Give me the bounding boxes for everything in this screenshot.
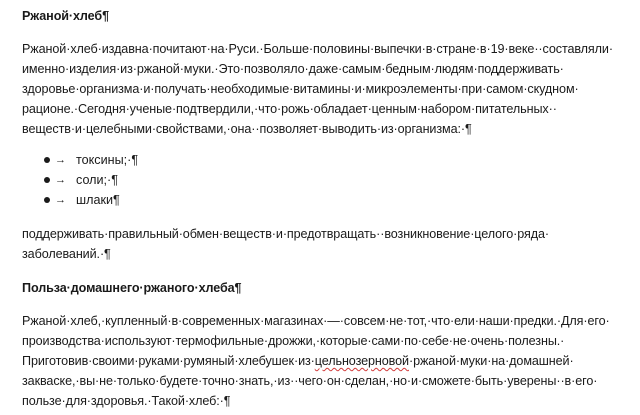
paragraph-line: пользе·для·здоровья.·Такой·хлеб:·¶ [22,394,231,408]
paragraph-line [22,353,574,369]
text-run: Приготовив·своими·руками·румяный·хлебушек·из· [22,354,315,368]
list-item-label: соли;·¶ [76,173,119,187]
tab-arrow-icon: → [55,154,66,166]
paragraph-line: Ржаной·хлеб,·купленный·в·современных·магазинах·—·совсем·не·тот,·что·ели·наши·предки.·Для·его· [22,314,610,328]
paragraph-line: закваске,·вы·не·только·будете·точно·знать,·из··чего·он·сделан,·но·и·сможете·быть·уверены··в·его· [22,374,598,388]
paragraph-line: здоровье·организма·и·получать·необходимые·витамины·и·микроэлементы·при·самом·скудном· [22,82,579,96]
bullet-icon [44,177,50,183]
heading-rye-bread: Ржаной·хлеб¶ [22,9,109,23]
paragraph-line: поддерживать·правильный·обмен·веществ·и·предотвращать··возникновение·целого·ряда· [22,227,549,241]
list-item [44,192,120,208]
list-item-label: шлаки¶ [76,193,120,207]
bullet-icon [44,197,50,203]
list-item-label: токсины;·¶ [76,153,139,167]
paragraph-line: веществ·и·целебными·свойствами,·она··позволяет·выводить·из·организма:·¶ [22,122,472,136]
heading-homemade-bread-benefits: Польза·домашнего·ржаного·хлеба¶ [22,281,242,295]
list-item [44,172,118,188]
tab-arrow-icon: → [55,194,66,206]
paragraph-line: заболеваний.·¶ [22,247,111,261]
tab-arrow-icon: → [55,174,66,186]
bullet-icon [44,157,50,163]
paragraph-line: рационе.·Сегодня·ученые·подтвердили,·что·рожь·обладает·ценным·набором·питательных·· [22,102,557,116]
paragraph-line: именно·изделия·из·ржаной·муки.·Это·позволяло·даже·самым·бедным·людям·поддерживать· [22,62,564,76]
spellcheck-word[interactable]: цельнозерновой [314,354,409,368]
text-run: ·ржаной·муки·на·домашней· [408,354,574,368]
paragraph-line: Ржаной·хлеб·издавна·почитают·на·Руси.·Больше·половины·выпечки·в·стране·в·19·веке··составляли· [22,42,613,56]
list-item [44,152,138,168]
paragraph-line: производства·используют·термофильные·дрожжи,·которые·сами·по·себе·не·очень·полезны.· [22,334,565,348]
